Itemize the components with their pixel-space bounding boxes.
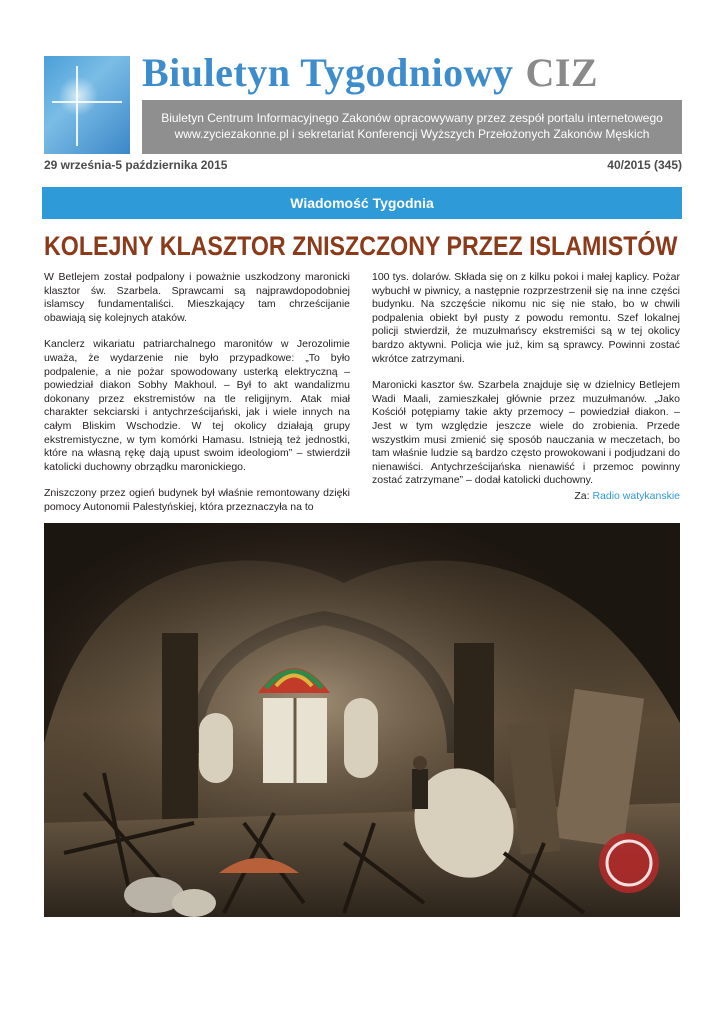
article-headline: KOLEJNY KLASZTOR ZNISZCZONY PRZEZ ISLAMISTÓW [44,231,678,261]
header-description-box [142,100,682,154]
logo-glow [58,76,98,116]
article-column-left [44,271,350,528]
issue-date-range: 29 września-5 października 2015 [44,158,228,172]
logo-cross-horizontal [52,101,122,103]
article-paragraph: W Betlejem został podpalony i poważnie uszkodzony maronicki klasztor św. Szarbela. Sprawcami są najprawdopodobniej islamscy fundamentaliści. Mieszkający tam chrześcijanie obawiają się kolejnych ataków. [44,271,350,324]
issue-number: 40/2015 (345) [607,158,682,172]
header-description-line2-rest: i sekretariat Konferencji Wyższych Przełożonych Zakonów Męskich [288,127,650,141]
source-link[interactable]: Radio watykanskie [592,489,680,502]
header-description-line2 [142,126,682,142]
monastery-interior-photo [44,523,680,917]
website-link[interactable]: www.zyciezakonne.pl [174,127,289,141]
article-paragraph: Maronicki kasztor św. Szarbela znajduje się w dzielnicy Betlejem Wadi Maali, zamieszkałej głównie przez muzułmanów. „Jako Kościół potępiamy takie akty przemocy – powiedział diakon. – Jest w tym względzie jeszcze wiele do zrobienia. Przede wszystkim musi zmienić się sposób nauczania w meczetach, bo tam właśnie ludzie są bardzo często prowokowani i podjudzani do nienawiści. Antychrześcijańska nienawiść i przemoc powinny zostać zatrzymane” – dodał katolicki duchowny. [372,379,680,487]
bulletin-title-text: Biuletyn Tygodniowy [142,50,514,95]
article-paragraph: 100 tys. dolarów. Składa się on z kilku pokoi i małej kaplicy. Pożar wybuchł w piwnicy, a następnie rozprzestrzenił się na inne części budynku. Na szczęście nikomu nic się nie stało, bo w chwili podpalenia obiekt był pusty z powodu remontu. Szef lokalnej policji stwierdził, że muzułmańscy ekstremiści są w tej okolicy bardzo aktywni. Policja wie już, kim są sprawcy. Powinni zostać wkrótce zatrzymani. [372,271,680,365]
article-paragraph: Zniszczony przez ogień budynek był właśnie remontowany dzięki pomocy Autonomii Palestyńskiej, która przeznaczyła na to [44,487,350,513]
photo-illustration [44,523,680,917]
header-description-line1: Biuletyn Centrum Informacyjnego Zakonów opracowywany przez zespół portalu internetowego [161,111,663,125]
section-title: Wiadomość Tygodnia [290,195,434,211]
bulletin-title-suffix: CIZ [525,50,599,95]
article-paragraph: Kanclerz wikariatu patriarchalnego maronitów w Jerozolimie uważa, że wydarzenie nie było przypadkowe: „To było podpalenie, a nie pożar spowodowany usterką elektryczną – powiedział diakon Sobhy Makhoul. – Był to akt wandalizmu dokonany przez ekstremistów na tle religijnym. Atak miał charakter sekciarski i antychrześcijański, jak i wiele innych na całym Bliskim Wschodzie. W tej okolicy działają grupy ekstremistyczne, w tym komórki Hamasu. Istnieją też jednostki, które na własną rękę dają upust swoim ideologiom” – stwierdził katolicki duchowny obrządku maronickiego. [44,338,350,473]
bulletin-logo [44,56,130,154]
bulletin-title [142,50,598,96]
article-column-right [372,271,680,504]
section-header-bar [42,187,682,219]
logo-cross-vertical [76,66,78,146]
source-prefix: Za: [574,489,593,502]
article-source [372,490,680,504]
